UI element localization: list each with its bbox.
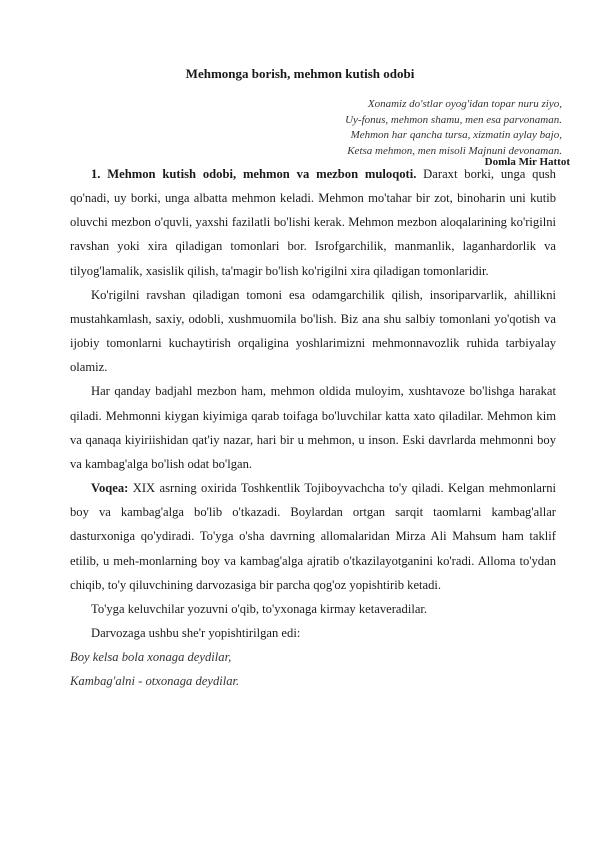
epigraph-line: Xonamiz do'stlar oyog'idan topar nuru ziyo, — [367, 98, 562, 110]
epigraph-author: Domla Mir Hattot — [484, 156, 570, 168]
epigraph — [345, 97, 562, 159]
document-body — [70, 162, 556, 693]
page-title: Mehmonga borish, mehmon kutish odobi — [185, 66, 415, 81]
epigraph-line: Mehmon har qancha tursa, xizmatin aylay bajo, — [350, 129, 562, 141]
section-1-paragraph — [70, 162, 556, 283]
paragraph-5: To'yga keluvchilar yozuvni o'qib, to'yxonaga kirmay ketaveradilar. — [91, 601, 428, 616]
voqea-label: Voqea: — [91, 481, 129, 496]
epigraph-line: Ketsa mehmon, men misoli Majnuni devonaman. — [347, 144, 562, 157]
section-1-text: Daraxt borki, unga qush qo'nadi, uy borki, unga albatta mehmon keladi. Mehmon mo'tahar bir zot, binoharin uni kutib oluvchi mezbon o'quvli, yaxshi fazilatli bo'lishi kerak. Mehmon mezbon aloqalarining ko'rigilni ravshan yoki xira qiladigan tomonlari bor. Isrofgarchilik, manmanlik, laganhardorlik va tilyog'lamalik, xasislik qilish, ta'magir bo'lish ko'rigilni xira qiladigan tomonlaridir. — [70, 167, 556, 278]
poem-line: Kambag'alni - otxonaga deydilar. — [70, 674, 240, 689]
voqea-paragraph — [70, 476, 556, 597]
voqea-text: XIX asrning oxirida Toshkentlik Tojiboyvachcha to'y qiladi. Kelgan mehmonlarni boy va kambag'alga bo'lib o'tkazadi. Boylardan ortgan sarqit taomlarni kambag'allar dasturxoniga qo'ydiradi. To'yga o'sha davrning allomalaridan Mirza Ali Mahsum ham taklif etilib, u meh-monlarning boy va kambag'alga ajratib o'tkazilayotganini ko'radi. Alloma to'ydan chiqib, to'y qiluvchining darvozasiga bir parcha qog'oz yopishtirib ketadi. — [70, 481, 556, 592]
paragraph-3: Har qanday badjahl mezbon ham, mehmon oldida muloyim, xushtavoze bo'lishga harakat qiladi. Mehmonni kiygan kiyimiga qarab toifaga bo'luvchilar katta xato qiladilar. Mehmon kim va qanaqa kiyiriishidan qat'iy nazar, hari bir u mehmon, u inson. Eski davrlarda mehmonni boy va kambag'alga bo'lish odat bo'lgan. — [70, 384, 556, 471]
poem-line: Boy kelsa bola xonaga deydilar, — [70, 650, 232, 665]
paragraph-6: Darvozaga ushbu she'r yopishtirilgan edi: — [91, 625, 301, 640]
epigraph-line: Uy-fonus, mehmon shamu, men esa parvonaman. — [345, 113, 562, 126]
section-1-heading: 1. Mehmon kutish odobi, mehmon va mezbon muloqoti. — [91, 167, 417, 181]
paragraph-2: Ko'rigilni ravshan qiladigan tomoni esa odamgarchilik qilish, insoriparvarlik, ahillikni mustahkamlash, saxiy, odobli, xushmuomila bo'lish. Biz ana shu salbiy tomonlani yo'qotish va ijobiy tomonlarni kuchaytirish orqaligina yoshlarimizni mehmonnavozlik ruhida tarbiyalay olamiz. — [70, 287, 556, 375]
